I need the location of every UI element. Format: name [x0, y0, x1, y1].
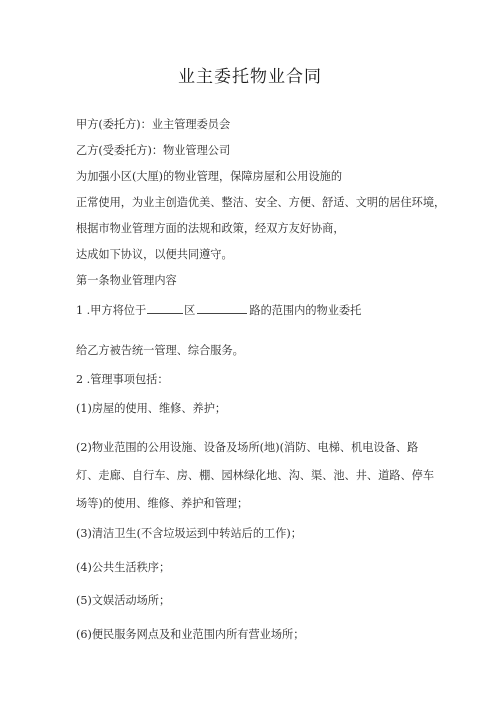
item-1: (1)房屋的使用、维修、养护； — [76, 402, 227, 415]
intro-line-4: 达成如下协议，以便共同遵守。 — [76, 248, 233, 261]
intro-line-3: 根据市物业管理方面的法规和政策，经双方友好协商， — [76, 222, 345, 235]
document-title: 业主委托物业合同 — [178, 67, 322, 87]
intro-line-2: 正常使用，为业主创造优美、整洁、安全、方便、舒适、文明的居住环境， — [76, 196, 446, 209]
party-a-line: 甲方(委托方)：业主管理委员会 — [76, 118, 231, 131]
clause1-line — [76, 302, 361, 318]
clause1-suffix: 路的范围内的物业委托 — [249, 304, 362, 317]
party-b-line: 乙方(受委托方)：物业管理公司 — [76, 144, 231, 157]
item-5: (5)文娱活动场所； — [76, 594, 171, 607]
section1-heading: 第一条物业管理内容 — [76, 274, 177, 287]
item-2-line-3: 场等)的使用、维修、养护和管理； — [76, 497, 249, 510]
road-blank — [197, 302, 247, 314]
district-blank — [147, 302, 183, 314]
item-6: (6)便民服务网点及和业范围内所有营业场所； — [76, 628, 305, 641]
clause2-heading: 2 .管理事项包括： — [76, 373, 169, 386]
clause1-middle: 区 — [184, 304, 196, 317]
intro-line-1: 为加强小区(大厘)的物业管理，保障房屋和公用设施的 — [76, 170, 343, 183]
item-2-line-1: (2)物业范围的公用设施、设备及场所(地)(消防、电梯、机电设备、路 — [76, 441, 419, 454]
item-4: (4)公共生活秩序； — [76, 561, 171, 574]
item-3: (3)清洁卫生(不含垃圾运到中转站后的工作)； — [76, 527, 302, 540]
clause1-prefix: 1 .甲方将位于 — [76, 304, 147, 317]
item-2-line-2: 灯、走廊、自行车、房、棚、园林绿化地、沟、渠、池、井、道路、停车 — [76, 469, 435, 482]
clause1-continuation: 给乙方被告统一管理、综合服务。 — [76, 344, 244, 357]
